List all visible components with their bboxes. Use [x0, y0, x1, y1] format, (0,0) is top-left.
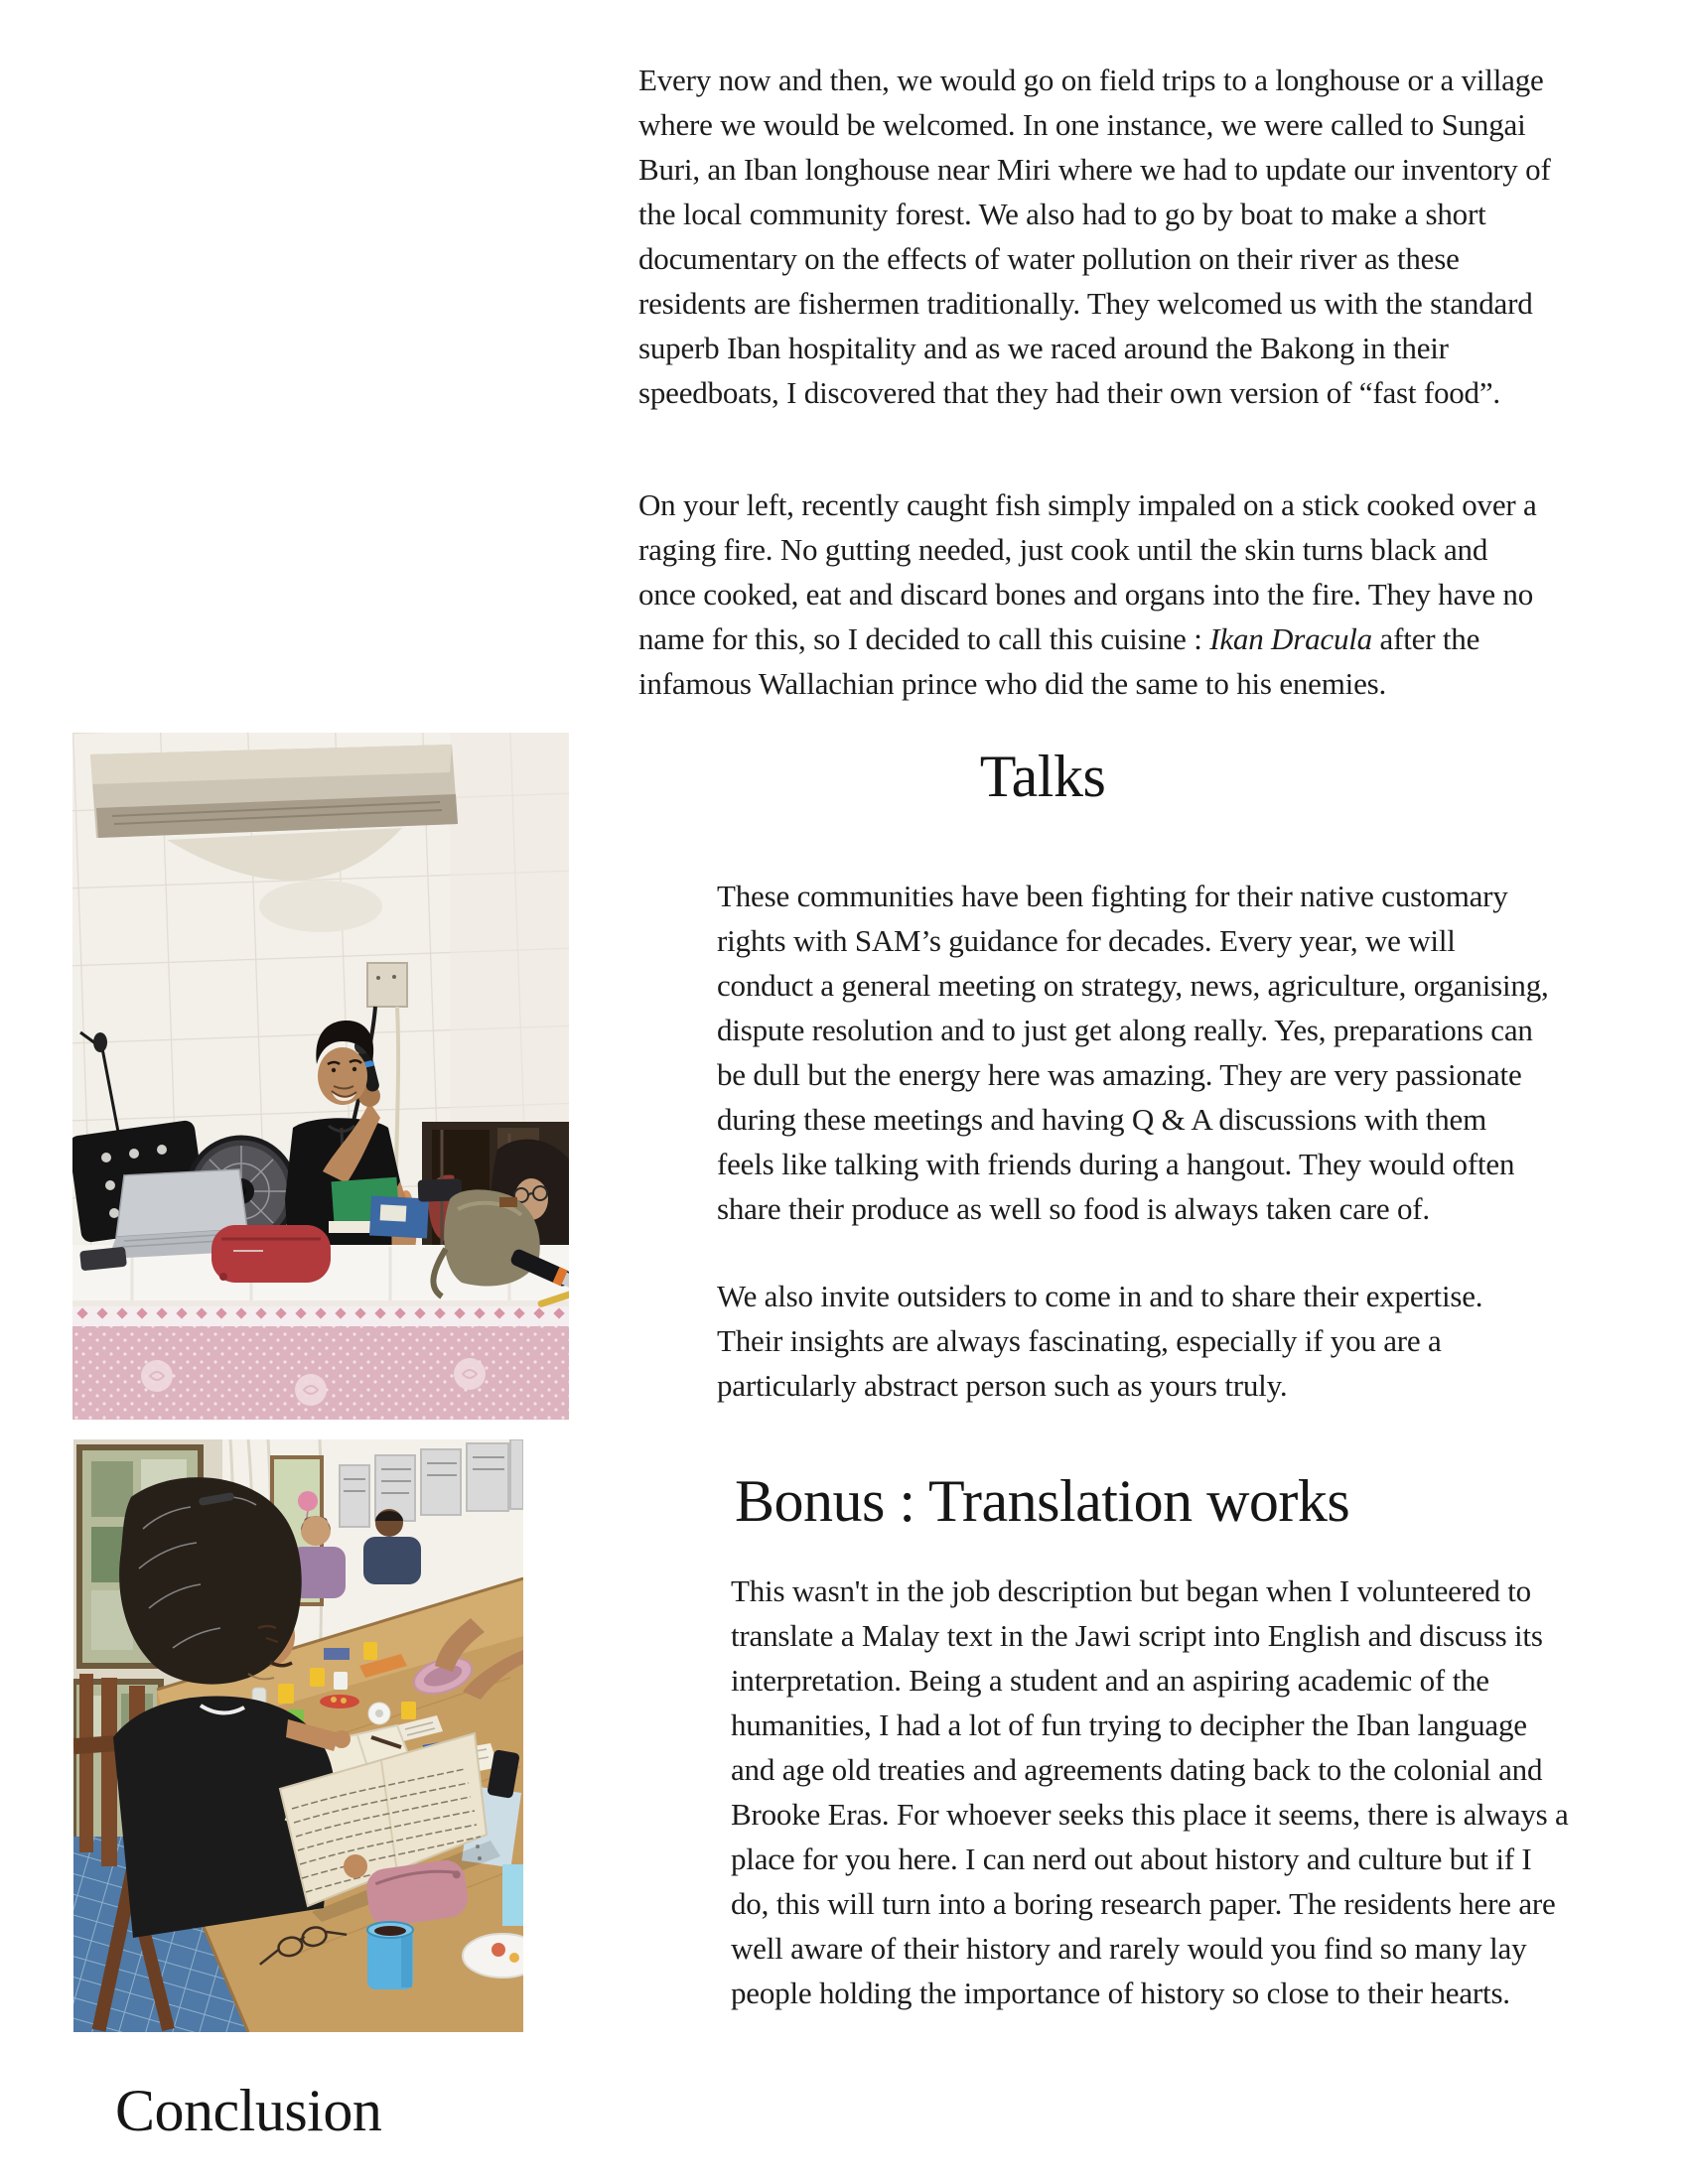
- blue-box: [324, 1648, 350, 1660]
- blue-coffee-cup: [367, 1922, 413, 1989]
- talks-heading: Talks: [979, 744, 1106, 809]
- holding-hand: [344, 1854, 367, 1878]
- yellow-cup: [278, 1684, 294, 1704]
- talks-paragraph-1: These communities have been fighting for their native customary rights with SAM’s guidance for decades. Every year, we will conduct a general meeting on strategy, news, agriculture, organising, dispute resolution and to just get along really. Yes, preparations can be dull but the energy here was amazing. They are very passionate during these meetings and having Q & A discussions with them feels like talking with friends during a hangout. They would often share their produce as well so food is always taken care of.: [717, 879, 1549, 1226]
- photo-document-reading-illustration: [73, 1439, 523, 2032]
- bonus-paragraph-1: This wasn't in the job description but began when I volunteered to translate a Malay text in the Jawi script into English and discuss its interpretation. Being a student and an aspiring academic of the humanities, I had a lot of fun trying to decipher the Iban language and age old treaties and agreements dating back to the colonial and Brooke Eras. For whoever seeks this place it seems, there is always a place for you here. I can nerd out about history and culture but if I do, this will turn into a boring research paper. The residents here are well aware of their history and rarely would you find so many lay people holding the importance of history so close to their hearts.: [731, 1573, 1569, 2010]
- ikan-dracula-italic-text: Ikan Dracula: [1209, 621, 1372, 656]
- intro-paragraph-2: [638, 482, 1552, 706]
- intro-paragraph-2-rest: after the infamous Wallachian prince who did the same to his enemies.: [638, 621, 1480, 701]
- talks-paragraph-2: We also invite outsiders to come in and to share their expertise. Their insights are always fascinating, especially if you are a particularly abstract person such as yours truly.: [717, 1279, 1483, 1403]
- intro-paragraph-1: Every now and then, we would go on field trips to a longhouse or a village where we would be welcomed. In one instance, we were called to Sungai Buri, an Iban longhouse near Miri where we had to update our inventory of the local community forest. We also had to go by boat to make a short documentary on the effects of water pollution on their river as these residents are fishermen traditionally. They welcomed us with the standard superb Iban hospitality and as we raced around the Bakong in their speedboats, I discovered that they had their own version of “fast food”.: [638, 63, 1551, 410]
- bonus-heading: Bonus : Translation works: [735, 1468, 1350, 1534]
- photo-meeting-speaker: [72, 733, 569, 1420]
- red-pencil-case: [211, 1225, 331, 1283]
- photo-meeting-speaker-illustration: [72, 733, 569, 1420]
- pink-balloon: [298, 1491, 318, 1511]
- yellow-cup: [310, 1668, 325, 1687]
- intro-paragraph-2-lead: On your left, recently caught fish simply impaled on a stick cooked over a raging fire. No gutting needed, just cook until the skin turns black and once cooked, eat and discard bones and organs into the fire. They have no name for this, so I decided to call this cuisine :: [638, 487, 1537, 656]
- light-blue-case: [502, 1864, 523, 1926]
- yellow-cup: [401, 1702, 416, 1719]
- red-plate: [320, 1695, 359, 1708]
- curly-hair: [119, 1477, 302, 1684]
- photo-document-reading: [73, 1439, 523, 2032]
- yellow-cup: [363, 1642, 377, 1660]
- coffee: [374, 1926, 406, 1936]
- conclusion-heading: Conclusion: [115, 2078, 382, 2143]
- white-cup: [334, 1672, 348, 1690]
